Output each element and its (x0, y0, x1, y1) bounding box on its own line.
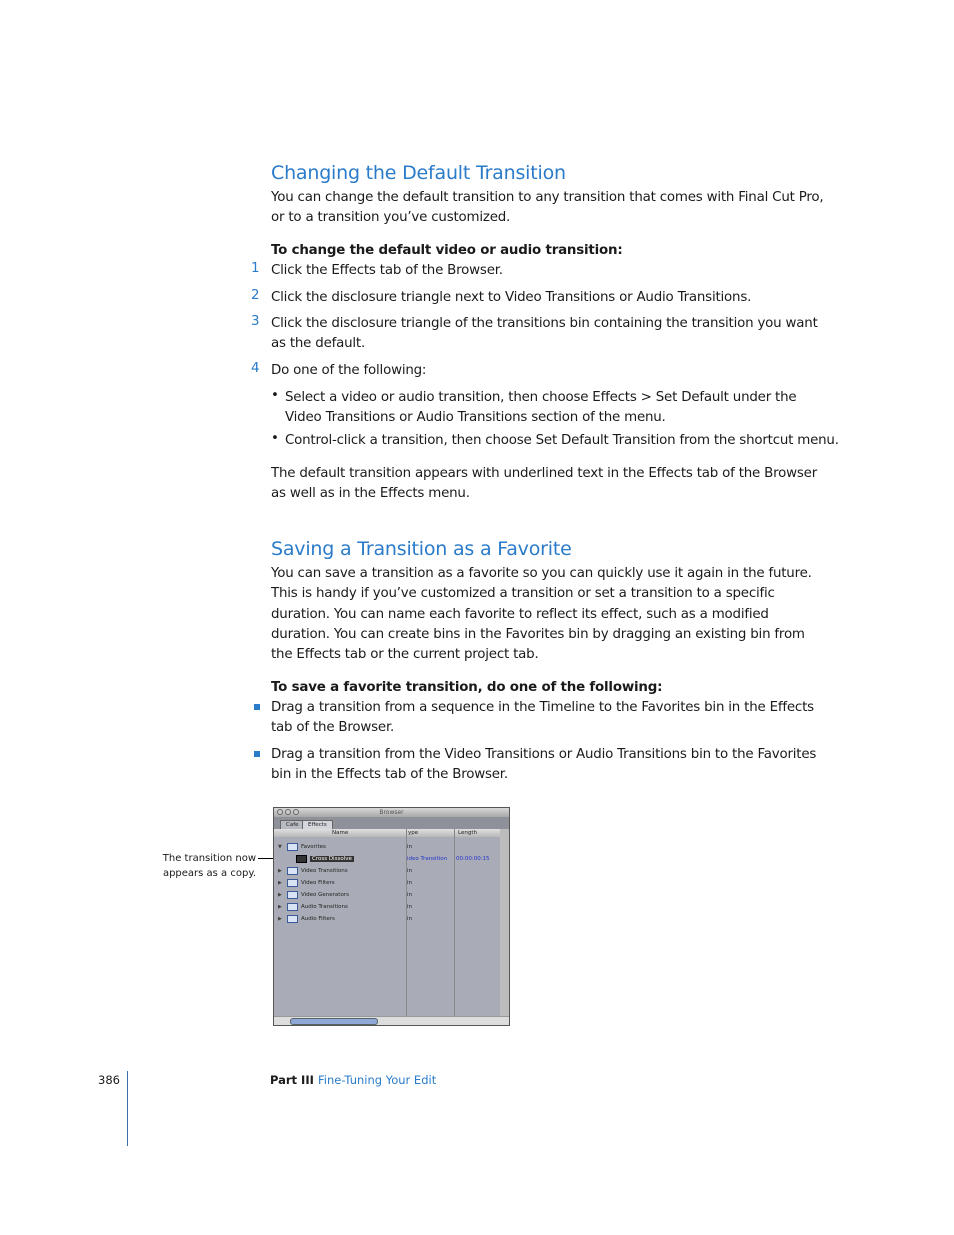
minimize-button[interactable] (285, 809, 291, 815)
page-number: 386 (98, 1073, 120, 1087)
bin-icon (287, 915, 298, 923)
paragraph: The default transition appears with underlined text in the Effects tab of the Browser as well as in the Effects menu. (271, 466, 818, 502)
bin-icon (287, 867, 298, 875)
bullet-text: Drag a transition from the Video Transitions or Audio Transitions bin to the Favorites bin in the Effects tab of the Browser. (271, 747, 817, 783)
transition-icon (296, 855, 307, 863)
paragraph: You can save a transition as a favorite so you can quickly use it again in the future. This is handy if you’ve customized a transition or set a transition to a specific duration. You can name each favorite to reflect its effect, such as a modified duration. You can create bins in the Favorites bin by dragging an existing bin from the Effects tab or the current project tab. (271, 566, 812, 663)
column-name[interactable]: Name (332, 830, 349, 836)
step-number: 3 (251, 314, 260, 329)
bullet-dot: • (271, 388, 279, 403)
bin-icon (287, 903, 298, 911)
chapter-link[interactable]: Fine-Tuning Your Edit (318, 1073, 437, 1087)
title-bar (274, 808, 509, 817)
bullet-dot: • (271, 431, 279, 446)
column-header (274, 829, 509, 837)
bin-icon (287, 891, 298, 899)
task-heading: To change the default video or audio transition: (271, 243, 623, 258)
tab-effects[interactable]: Effects (302, 820, 333, 830)
step-text: Do one of the following: (271, 363, 427, 378)
tab-bar (274, 817, 509, 829)
part-label: Part III (270, 1073, 314, 1087)
step-number: 4 (251, 361, 260, 376)
list-item[interactable]: ▶ Video Filters in (278, 880, 413, 886)
disclosure-triangle-icon[interactable]: ▶ (278, 916, 282, 922)
folder-icon (287, 843, 298, 851)
task-heading: To save a favorite transition, do one of the following: (271, 680, 663, 695)
list-item-selected[interactable]: Cross Dissolve ideo Transition 00:00:00:15 (274, 854, 509, 864)
bullet-square (254, 704, 260, 710)
footer-rule (127, 1071, 128, 1146)
disclosure-triangle-icon[interactable]: ▶ (278, 892, 282, 898)
step-number: 1 (251, 261, 260, 276)
bullet-text: Control-click a transition, then choose Set Default Transition from the shortcut menu. (285, 433, 839, 448)
step-number: 2 (251, 288, 260, 303)
column-length[interactable]: Length (458, 830, 477, 836)
disclosure-triangle-icon[interactable]: ▶ (278, 868, 282, 874)
step-text: Click the disclosure triangle of the transitions bin containing the transition you want as the default. (271, 316, 818, 352)
list-item[interactable]: ▶ Audio Filters in (278, 916, 413, 922)
section-heading: Saving a Transition as a Favorite (271, 538, 572, 560)
disclosure-triangle-icon[interactable]: ▶ (278, 880, 282, 886)
disclosure-triangle-icon[interactable]: ▶ (278, 904, 282, 910)
window-title: Browser (379, 809, 404, 816)
list-item[interactable]: ▶ Video Transitions in (278, 868, 413, 874)
zoom-button[interactable] (293, 809, 299, 815)
section-heading: Changing the Default Transition (271, 162, 566, 184)
column-type[interactable]: ype (408, 830, 419, 836)
tab-cafe[interactable]: Cafe (280, 820, 305, 830)
paragraph: You can change the default transition to any transition that comes with Final Cut Pro, or to a transition you’ve customized. (271, 190, 824, 226)
scroll-thumb[interactable] (290, 1018, 378, 1025)
step-text: Click the disclosure triangle next to Video Transitions or Audio Transitions. (271, 290, 752, 305)
bullet-text: Drag a transition from a sequence in the Timeline to the Favorites bin in the Effects tab of the Browser. (271, 700, 814, 736)
horizontal-scrollbar[interactable] (274, 1016, 509, 1025)
list-item[interactable]: ▶ Audio Transitions in (278, 904, 413, 910)
bullet-square (254, 751, 260, 757)
close-button[interactable] (277, 809, 283, 815)
browser-window (273, 807, 510, 1026)
figure-callout: The transition now appears as a copy. (162, 853, 256, 879)
bullet-text: Select a video or audio transition, then choose Effects > Set Default under the Video Transitions or Audio Transitions section of the menu. (285, 390, 797, 426)
disclosure-triangle-open-icon[interactable]: ▼ (278, 844, 282, 850)
list-item[interactable]: ▶ Video Generators in (278, 892, 413, 898)
list-item[interactable]: ▼ Favorites in (278, 844, 413, 850)
bin-icon (287, 879, 298, 887)
step-text: Click the Effects tab of the Browser. (271, 263, 503, 278)
